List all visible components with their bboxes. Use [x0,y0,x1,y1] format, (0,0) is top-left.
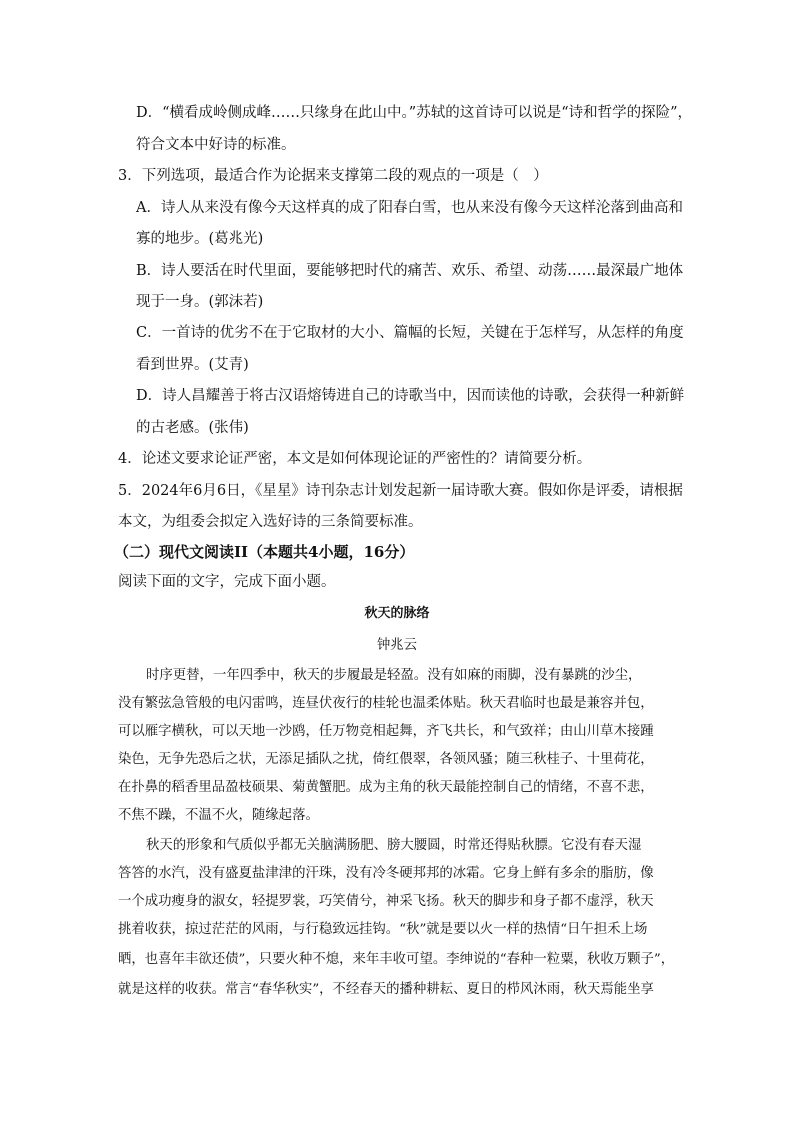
article-title: 秋天的脉络 [364,606,430,621]
question-3-stem: 3．下列选项，最适合作为论据来支撑第二段的观点的一项是（ ） [118,168,548,184]
article-p1-line-4: 染色，无争先恐后之状，无添足插队之扰，倚红偎翠，各领风骚；随三秋桂子、十里荷花， [118,752,654,767]
option-2d-line-1: D．“横看成岭侧成峰……只缘身在此山中。”苏轼的这首诗可以说是“诗和哲学的探险”， [136,105,693,121]
article-p2-line-6: 就是这样的收获。常言“春华秋实”，不经春天的播种耕耘、夏日的栉风沐雨，秋天焉能坐享 [118,982,654,997]
option-3c-line-1: C．一首诗的优劣不在于它取材的大小、篇幅的长短，关键在于怎样写，从怎样的角度 [136,325,684,341]
option-3b-line-1: B．诗人要活在时代里面，要能够把时代的痛苦、欢乐、希望、动荡……最深最广地体 [136,263,684,279]
option-3d-line-1: D．诗人昌耀善于将古汉语熔铸进自己的诗歌当中，因而读他的诗歌，会获得一种新鲜 [136,388,685,404]
article-p2-line-1: 秋天的形象和气质似乎都无关脑满肠肥、膀大腰圆，时常还得贴秋膘。它没有春天湿 [146,838,642,853]
article-p1-line-5: 在扑鼻的稻香里品盈枝硕果、菊黄蟹肥。成为主角的秋天最能控制自己的情绪，不喜不悲， [118,780,654,795]
article-p1-line-1: 时序更替，一年四季中，秋天的步履最是轻盈。没有如麻的雨脚，没有暴跳的沙尘， [146,668,642,683]
article-author: 钟兆云 [376,638,418,653]
option-2d-line-2: 符合文本中好诗的标准。 [136,137,296,153]
option-3a-line-1: A．诗人从来没有像今天这样真的成了阳春白雪，也从来没有像今天这样沦落到曲高和 [136,200,683,216]
question-4-stem: 4．论述文要求论证严密，本文是如何体现论证的严密性的？请简要分析。 [118,451,592,467]
article-p1-line-3: 可以雁字横秋，可以天地一沙鸥，任万物竞相起舞，齐飞共长，和气致祥；由山川草木接踵 [118,724,654,739]
question-5-line-1: 5．2024年6月6日，《星星》诗刊杂志计划发起新一届诗歌大赛。假如你是评委，请根据 [118,483,683,499]
section-heading: （二）现代文阅读II（本题共4小题，16分） [114,543,415,561]
option-3d-line-2: 的古老感。(张伟) [136,420,249,436]
article-p2-line-5: 晒，也喜年丰欲还债”，只要火种不熄，来年丰收可望。李绅说的“春种一粒粟，秋收万颗子”， [118,952,675,967]
article-p2-line-3: 一个成功瘦身的淑女，轻提罗裳，巧笑倩兮，神采飞扬。秋天的脚步和身子都不虚浮，秋天 [118,894,654,909]
article-p2-line-2: 答答的水汽，没有盛夏盐津津的汗珠，没有冷冬硬邦邦的冰霜。它身上鲜有多余的脂肪，像 [118,866,654,881]
question-5-line-2: 本文，为组委会拟定入选好诗的三条简要标准。 [118,514,423,530]
article-p2-line-4: 挑着收获，掠过茫茫的风雨，与行稳致远挂钩。“秋”就是要以火一样的热情“日午担禾上场 [118,922,648,937]
option-3a-line-2: 寡的地步。(葛兆光) [136,231,264,247]
reading-instruction: 阅读下面的文字，完成下面小题。 [118,574,336,590]
article-p1-line-6: 不焦不躁，不温不火，随缘起落。 [118,808,319,823]
option-3c-line-2: 看到世界。(艾青) [136,357,249,373]
article-p1-line-2: 没有繁弦急管般的电闪雷鸣，连昼伏夜行的桂轮也温柔体贴。秋天君临时也最是兼容并包， [118,696,654,711]
option-3b-line-2: 现于一身。(郭沫若) [136,294,264,310]
